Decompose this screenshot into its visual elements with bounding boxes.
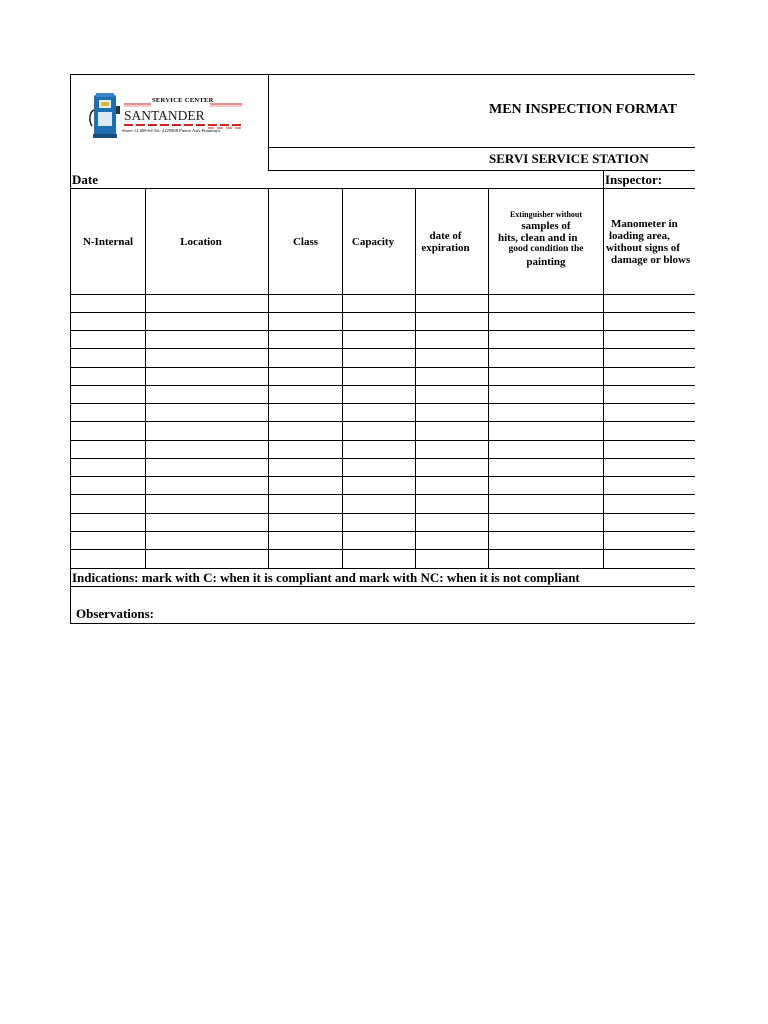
column-header-extinguisher: Extinguisher without samples of hits, clean and in good condition the painting <box>498 210 584 268</box>
logo-service-center: SERVICE CENTER <box>152 97 214 104</box>
column-header-capacity: Capacity <box>351 236 395 248</box>
inspector-label: Inspector: <box>605 172 663 187</box>
column-header-location: Location <box>180 236 222 248</box>
company-logo <box>88 92 248 140</box>
observations-label: Observations: <box>76 606 154 621</box>
fuel-pump-icon <box>90 93 120 138</box>
form-title: MEN INSPECTION FORMAT <box>489 102 677 117</box>
date-label: Date <box>72 172 98 187</box>
column-header-expiration: date of expiration <box>421 230 470 254</box>
column-header-manometer: Manometer in loading area, without signs of damage or blows <box>606 218 691 266</box>
column-header-class: Class <box>292 236 319 248</box>
station-name: SERVI SERVICE STATION <box>489 151 649 166</box>
logo-brand: SANTANDER <box>124 108 205 123</box>
logo-address: Street 12 #08-64 Tel: 4229808 Puerto Asís-Putumayo <box>122 128 221 133</box>
indications-text: Indications: mark with C: when it is compliant and mark with NC: when it is not compliant <box>72 570 580 585</box>
column-header-n-internal: N-Internal <box>82 236 134 248</box>
